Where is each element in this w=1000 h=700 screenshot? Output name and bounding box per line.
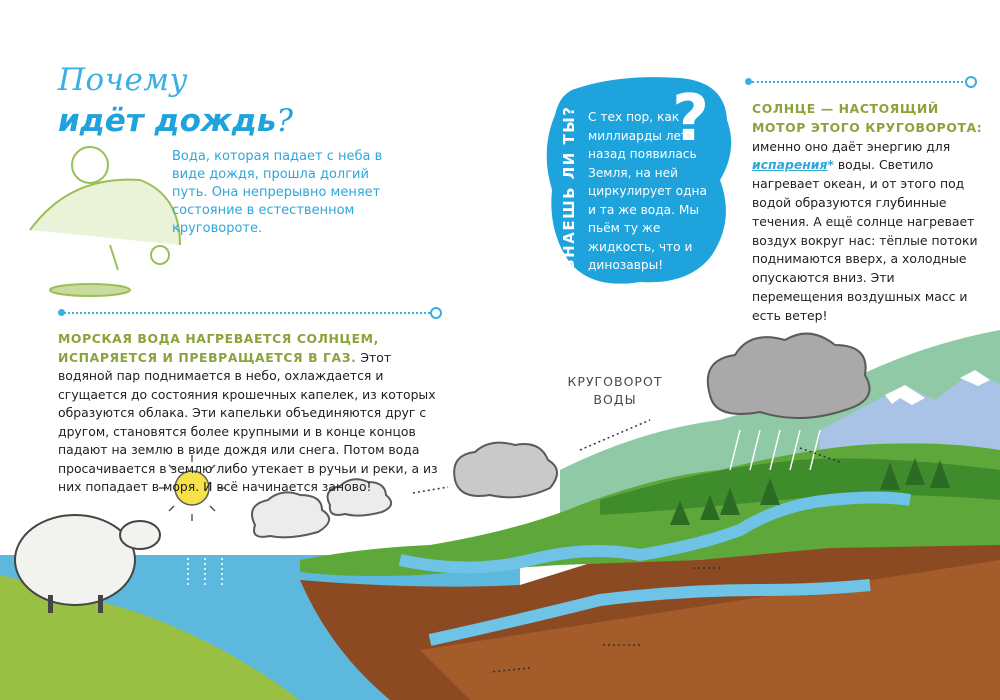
water-cycle-label	[560, 373, 670, 409]
right-divider	[752, 81, 967, 83]
footnote-asterisk: *	[827, 157, 834, 173]
page-title-line2	[58, 103, 293, 139]
divider-ring	[430, 307, 442, 319]
left-divider	[64, 312, 434, 314]
page-title-line1: Почему	[58, 62, 189, 98]
sun-lead: СОЛНЦЕ — НАСТОЯЩИЙ МОТОР ЭТОГО КРУГОВОРОТА:	[752, 101, 983, 135]
fun-fact-text: С тех пор, как миллиарды лет назад появилась Земля, на ней циркулирует одна и та же вода. Мы пьём ту же жидкость, что и динозавры!	[588, 110, 707, 272]
divider-dot	[745, 78, 752, 85]
body-lead: МОРСКАЯ ВОДА НАГРЕВАЕТСЯ СОЛНЦЕМ, ИСПАРЯЕТСЯ И ПРЕВРАЩАЕТСЯ В ГАЗ.	[58, 331, 379, 365]
page-title-emphasis: идёт дождь	[58, 103, 277, 139]
sun-text-part2: воды. Светило нагревает океан, и от этого под водой образуются глубинные течения. А ещё солнце нагревает воздух вокруг нас: тёплые потоки поднимаются вверх, а холодные опускаются вниз. Эти перемещения воздушных масс и есть ветер!	[752, 157, 978, 323]
water-cycle-label-line1: КРУГОВОРОТ	[567, 374, 663, 389]
sun-text-part1: именно оно даёт энергию для	[752, 138, 951, 154]
fun-fact-label: ЗНАЕШЬ ЛИ ТЫ?	[560, 105, 578, 270]
sun-paragraph	[752, 100, 987, 326]
page-title-question-mark: ?	[276, 103, 293, 139]
divider-ring	[965, 76, 977, 88]
water-cycle-label-line2: ВОДЫ	[593, 392, 637, 407]
body-paragraph	[58, 330, 448, 497]
question-mark-icon: ?	[672, 82, 710, 156]
evaporation-keyword[interactable]: испарения	[752, 157, 828, 173]
divider-dot	[58, 309, 65, 316]
body-text: Этот водяной пар поднимается в небо, охлаждается и сгущается до состояния крошечных капелек, из которых образуются облака. Эти капельки объединяются друг с другом, становятся более крупными и в конце концов падают на землю в виде дождя или снега. Потом вода просачивается в землю либо утекает в ручьи и реки, а из них попадает в моря. И всё начинается заново!	[58, 349, 438, 494]
intro-text: Вода, которая падает с неба в виде дождя, прошла долгий путь. Она непрерывно меняет состояние в естественном круговороте.	[172, 149, 383, 236]
frog-umbrella-illustration	[30, 147, 180, 296]
